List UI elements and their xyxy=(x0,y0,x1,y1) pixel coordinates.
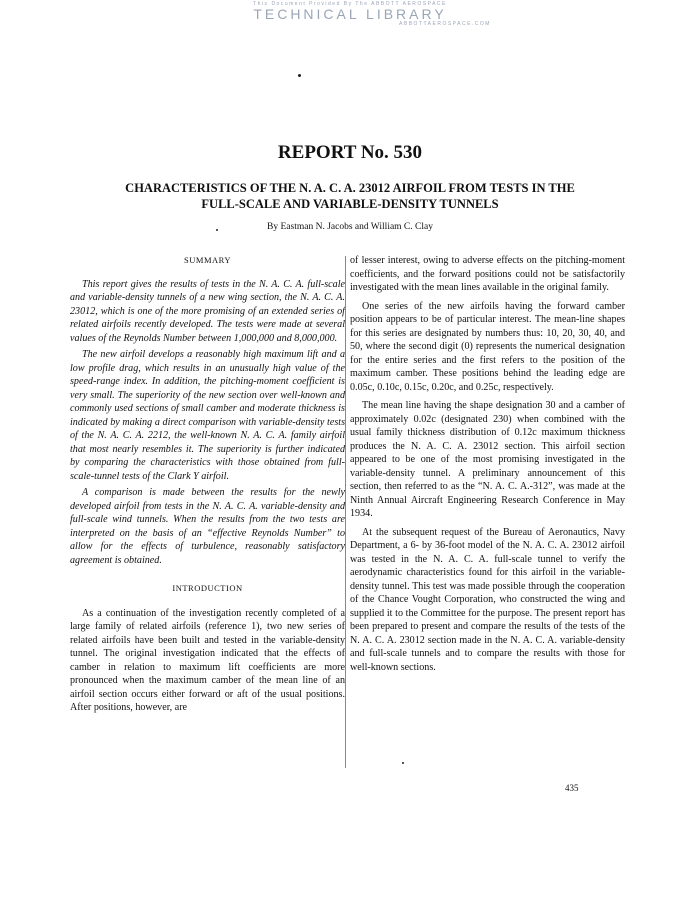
introduction-paragraph: As a continuation of the investigation recently completed of a large family of related airfoils (reference 1), two new series of related airfoils have been built and tested in the variable-density tunnel. The original investigation indicated that the effects of camber in relation to maximum lift coefficients are more pronounced when the maximum camber of the mean line of an airfoil section occurs either forward or aft of the usual positions. After positions, however, are xyxy=(70,607,345,713)
right-column xyxy=(350,254,625,679)
introduction-paragraph: The mean line having the shape designation 30 and a camber of approximately 0.02c (designated 230) when combined with the usual family thickness distribution of 0.12c maximum thickness produces the N. A. C. A. 23012 section. This airfoil section appeared to be one of the most promising investigated in the variable-density tunnel. A preliminary announcement of this section, then referred to as the “N. A. C. A.-312”, was made at the Ninth Annual Aircraft Engineering Research Conference in May 1934. xyxy=(350,400,625,519)
left-column xyxy=(70,250,345,718)
watermark-top-line: This Document Provided By The ABBOTT AEROSPACE xyxy=(253,1,447,7)
summary-heading: SUMMARY xyxy=(184,255,231,265)
page-title: CHARACTERISTICS OF THE N. A. C. A. 23012 AIRFOIL FROM TESTS IN THE FULL-SCALE AND VARIABLE-DENSITY TUNNELS xyxy=(125,181,575,211)
introduction-paragraph: At the subsequent request of the Bureau of Aeronautics, Navy Department, a 6- by 36-foot model of the N. A. C. A. 23012 airfoil was tested in the N. A. C. A. full-scale tunnel to verify the aerodynamic characteristics found for this airfoil in the variable-density tunnel. This test was made possible through the cooperation of the Chance Vought Corporation, who constructed the wing and supplied it to the Committee for the purpose. The present report has been prepared to present and compare the results of the tests of the N. A. C. A. 23012 section made in the N. A. C. A. variable-density and full-scale tunnels and to compare the results with those for well-known sections. xyxy=(350,526,625,673)
report-title: REPORT No. 530 xyxy=(277,142,423,163)
page-number: 435 xyxy=(565,783,579,793)
authors-line: By Eastman N. Jacobs and William C. Clay xyxy=(267,222,433,232)
watermark-main: TECHNICAL LIBRARY xyxy=(253,6,447,22)
introduction-paragraph: One series of the new airfoils having the forward camber position appears to be of particular interest. The mean-line shapes for this series are designated by numbers thus: 10, 20, 30, 40, and 50, where the second digit (0) represents the numerical designation for the entire series and the first refers to the position of the maximum camber. These positions behind the leading edge are 0.05c, 0.10c, 0.15c, 0.20c, and 0.25c, respectively. xyxy=(350,300,625,393)
introduction-continuation: of lesser interest, owing to adverse effects on the pitching-moment coefficients, and the forward positions could not be satisfactorily investigated with the mean lines available in the original family. xyxy=(350,255,625,293)
watermark-site: ABBOTTAEROSPACE.COM xyxy=(399,21,491,27)
column-divider xyxy=(345,256,346,768)
speck-mark xyxy=(402,762,404,764)
speck-mark xyxy=(298,74,301,77)
watermark xyxy=(0,1,700,27)
summary-paragraph: The new airfoil develops a reasonably high maximum lift and a low profile drag, which results in an unusually high value of the speed-range index. In addition, the pitching-moment coefficient is very small. The superiority of the new section over well-known and commonly used sections of small camber and moderate thickness is indicated by making a direct comparison with variable-density tests of the N. A. C. A. 2212, the well-known N. A. C. A. family airfoil that most nearly resembles it. The superiority is further indicated by comparing the characteristics with those obtained from full-scale-tunnel tests of the Clark Y airfoil. xyxy=(70,349,345,482)
introduction-heading: INTRODUCTION xyxy=(172,583,243,593)
summary-paragraph: A comparison is made between the results for the newly developed airfoil from tests in the N. A. C. A. variable-density and full-scale wind tunnels. When the results from the two tests are interpreted on the basis of an “effective Reynolds Number” to allow for the effects of turbulence, reasonably satisfactory agreement is obtained. xyxy=(70,487,345,566)
summary-paragraph: This report gives the results of tests in the N. A. C. A. full-scale and variable-density tunnels of a new wing section, the N. A. C. A. 23012, which is one of the more promising of an extended series of related airfoils recently developed. The tests were made at several values of the Reynolds Number between 1,000,000 and 8,000,000. xyxy=(70,278,345,344)
